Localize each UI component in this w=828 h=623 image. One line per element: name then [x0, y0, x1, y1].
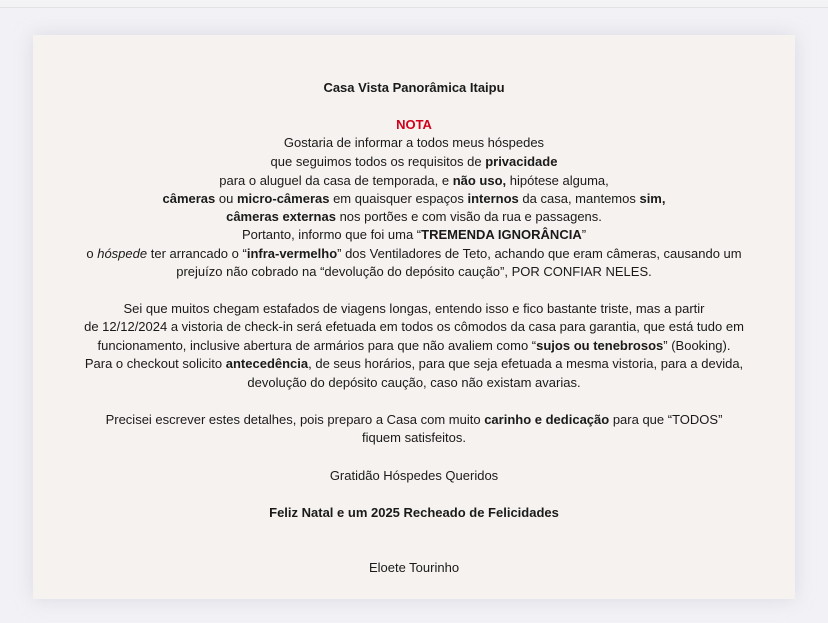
- p2-line-3: funcionamento, inclusive abertura de armários para que não avaliem como “sujos ou tenebrosos” (Booking).: [97, 338, 731, 353]
- p2-line-5: devolução do depósito caução, caso não existam avarias.: [247, 375, 581, 390]
- p2-line-2: de 12/12/2024 a vistoria de check-in será efetuada em todos os cômodos da casa para garantia, que está tudo em: [84, 319, 744, 334]
- p1-line-1: Gostaria de informar a todos meus hóspedes: [283, 135, 545, 150]
- p1-line-8: prejuízo não cobrado na “devolução do depósito caução”, POR CONFIAR NELES.: [176, 264, 652, 279]
- p2-line-4: Para o checkout solicito antecedência, de seus horários, para que seja efetuada a mesma vistoria, para a devida,: [84, 356, 744, 371]
- p1-line-7: o hóspede ter arrancado o “infra-vermelho” dos Ventiladores de Teto, achando que eram câmeras, causando um: [86, 246, 742, 261]
- p1-line-2: que seguimos todos os requisitos de privacidade: [270, 154, 558, 169]
- christmas-greeting: Feliz Natal e um 2025 Recheado de Felicidades: [269, 505, 559, 520]
- p1-line-4: câmeras ou micro-câmeras em quaisquer espaços internos da casa, mantemos sim,: [162, 191, 666, 206]
- note-label: NOTA: [396, 117, 432, 132]
- gratitude-line: Gratidão Hóspedes Queridos: [329, 468, 499, 483]
- p1-line-3: para o aluguel da casa de temporada, e não uso, hipótese alguma,: [219, 173, 609, 188]
- p3-line-1: Precisei escrever estes detalhes, pois preparo a Casa com muito carinho e dedicação para que “TODOS”: [105, 412, 723, 427]
- p1-line-6: Portanto, informo que foi uma “TREMENDA IGNORÂNCIA”: [241, 227, 587, 242]
- p3-line-2: fiquem satisfeitos.: [361, 430, 467, 445]
- p1-line-5: câmeras externas nos portões e com visão da rua e passagens.: [226, 209, 602, 224]
- document-title: Casa Vista Panorâmica Itaipu: [323, 80, 505, 95]
- top-bar: [0, 0, 828, 8]
- signature: Eloete Tourinho: [368, 560, 460, 575]
- p2-line-1: Sei que muitos chegam estafados de viagens longas, entendo isso e fico bastante triste, mas a partir: [123, 301, 705, 316]
